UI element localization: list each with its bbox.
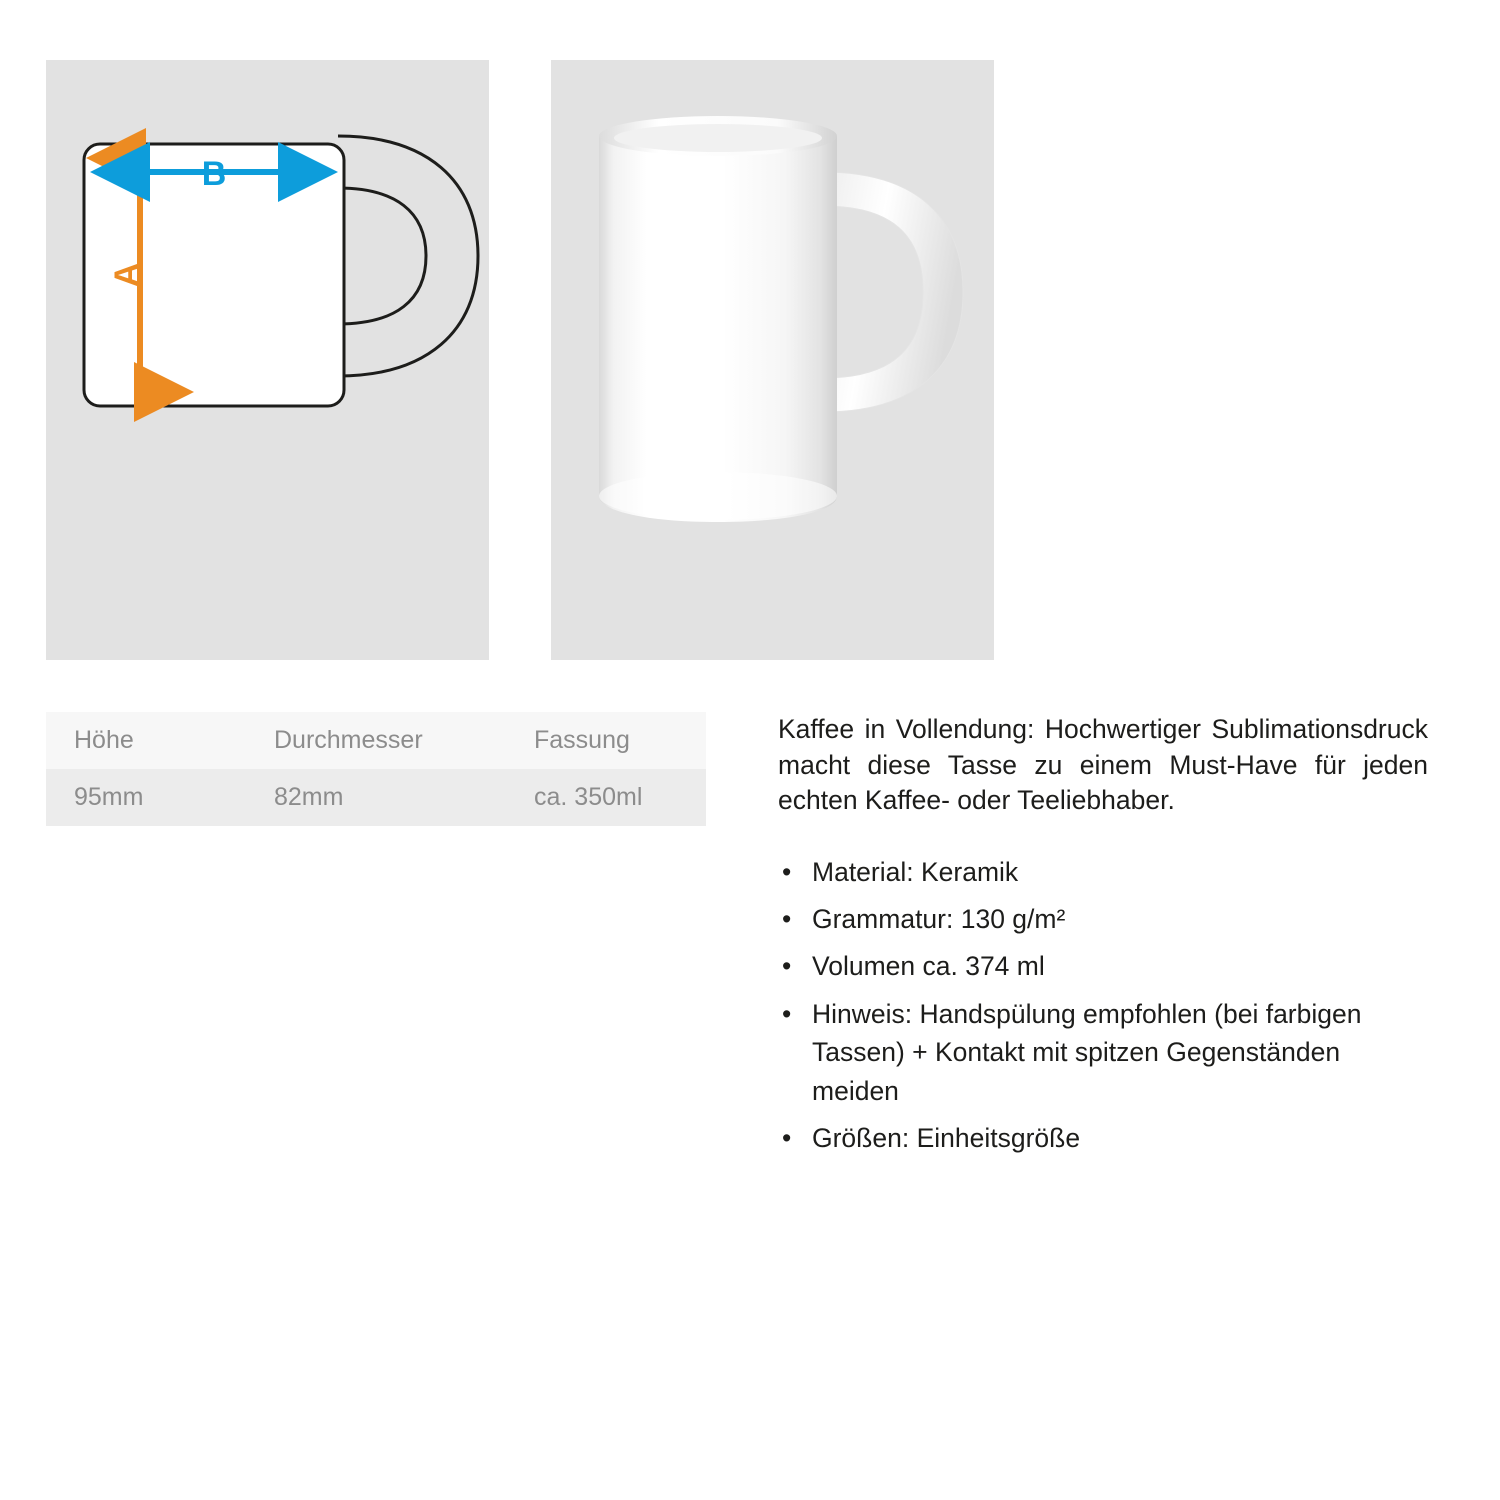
product-image-panels [46, 60, 994, 660]
mug-dimension-svg [46, 60, 489, 660]
mug-body [599, 136, 837, 522]
list-item-label: Hinweis: Handspülung empfohlen (bei farbigen Tassen) + Kontakt mit spitzen Gegenständen meiden [812, 998, 1362, 1106]
bullet-icon: • [782, 1123, 792, 1154]
list-item-label: Grammatur: 130 g/m² [812, 903, 1066, 934]
bullet-icon: • [782, 856, 792, 887]
list-item-label: Größen: Einheitsgröße [812, 1123, 1081, 1154]
mug-handle-inner-outline [338, 188, 426, 324]
bullet-icon: • [782, 951, 792, 982]
bullet-icon: • [782, 903, 792, 934]
column-header-height: Höhe [74, 726, 134, 754]
column-header-capacity: Fassung [534, 726, 630, 754]
bullet-icon: • [782, 998, 792, 1029]
list-item [778, 900, 1428, 938]
mug-handle-outline [338, 136, 478, 376]
list-item [778, 853, 1428, 891]
cell-capacity-value: ca. 350ml [534, 783, 643, 811]
mug-handle [823, 172, 963, 412]
mug-photo-svg [551, 60, 994, 660]
specification-table [46, 712, 706, 826]
table-header-row [46, 712, 706, 769]
table-row [46, 769, 706, 826]
mug-base-highlight [599, 472, 837, 520]
list-item-label: Material: Keramik [812, 856, 1019, 887]
cell-height-value: 95mm [74, 783, 144, 811]
column-header-diameter: Durchmesser [274, 726, 423, 754]
product-description [778, 712, 1428, 1166]
description-intro: Kaffee in Vollendung: Hochwertiger Sublimationsdruck macht diese Tasse zu einem Must-Have für jeden echten Kaffee- oder Teeliebhaber. [778, 714, 1428, 815]
cell-diameter-value: 82mm [274, 783, 344, 811]
height-label: A [108, 262, 146, 288]
list-item [778, 995, 1428, 1110]
mug-rim-inner [614, 124, 822, 152]
list-item-label: Volumen ca. 374 ml [812, 951, 1045, 982]
product-photo-panel [551, 60, 994, 660]
list-item [778, 947, 1428, 985]
width-label: B [201, 155, 227, 193]
list-item [778, 1119, 1428, 1157]
dimension-diagram-panel [46, 60, 489, 660]
feature-list [778, 853, 1428, 1158]
